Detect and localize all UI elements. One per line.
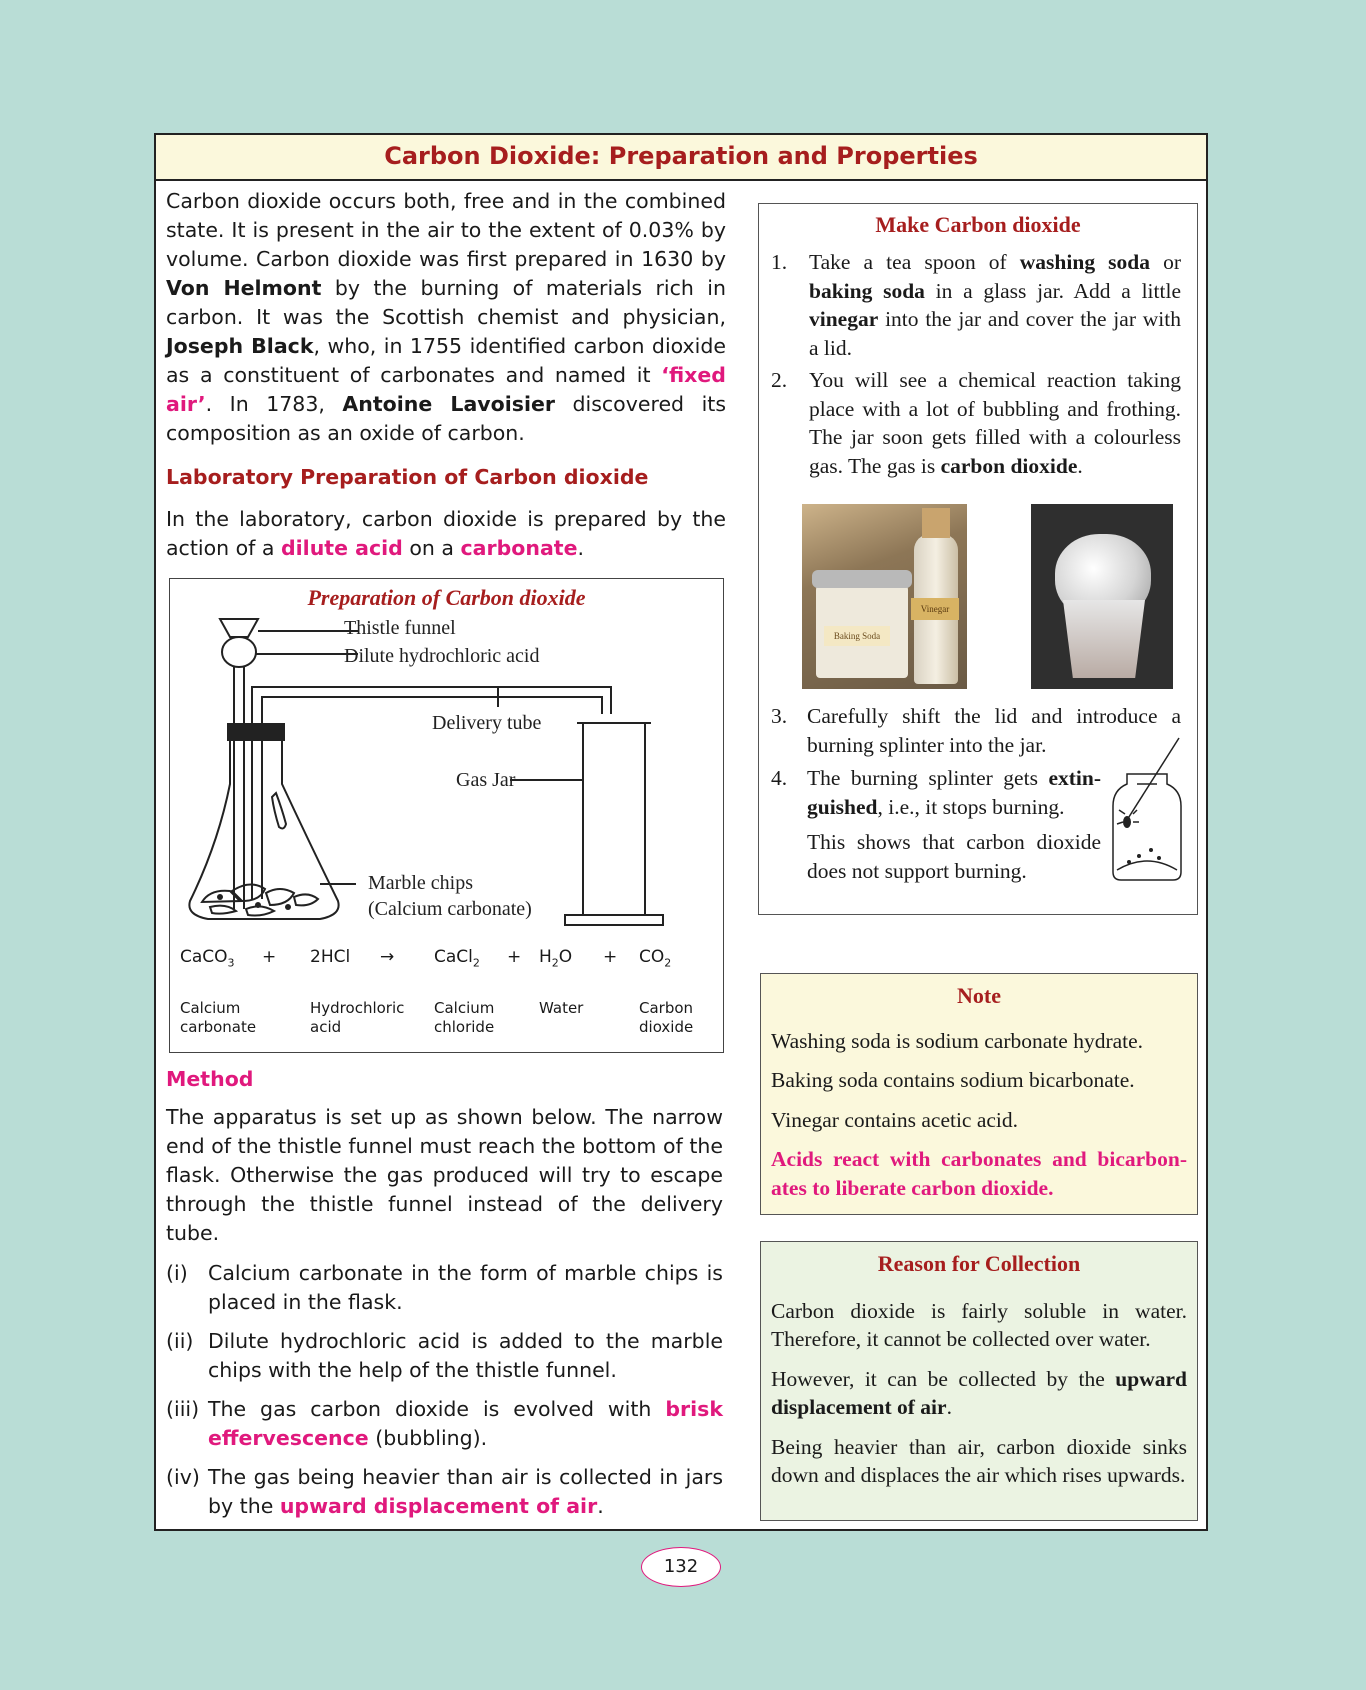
- page: [154, 133, 1208, 1531]
- jar-lid: [812, 570, 912, 588]
- eq-text: H: [539, 947, 552, 967]
- item-text: You will see a chemical reaction taking place with a lot of bubbling and frothing. The jar soon gets filled with a colourless gas. The gas is: [809, 368, 1181, 478]
- make-item-5: [771, 828, 1101, 885]
- brisk-effervescence: brisk effervescence: [208, 1397, 723, 1450]
- step-number: (iii): [166, 1397, 200, 1421]
- washing-soda: washing soda: [1019, 250, 1150, 274]
- eq-2hcl: 2HCl: [310, 947, 351, 967]
- eq-name-hcl: [310, 999, 404, 1037]
- upward-displacement-of-air: upward displacement of air: [771, 1366, 1187, 1419]
- eq-name: dioxide: [639, 1018, 694, 1036]
- reason-line: Being heavier than air, carbon dioxide sinks down and displaces the air which rises upwards.: [771, 1434, 1187, 1487]
- eq-name: Water: [539, 999, 584, 1017]
- method-step: [166, 1395, 723, 1453]
- eq-caco3: [180, 947, 235, 969]
- thistle-funnel-bulb: [222, 637, 256, 667]
- intro-paragraph: [166, 187, 726, 448]
- note-heading: Note: [957, 983, 1001, 1008]
- baking-soda-vinegar-photo: [802, 504, 967, 689]
- make-item-1: [771, 248, 1181, 362]
- eq-name: Calcium: [180, 999, 241, 1017]
- step-text: .: [597, 1494, 604, 1518]
- eq-name: carbonate: [180, 1018, 257, 1036]
- item-number: 3.: [771, 704, 788, 728]
- intro-text: discovered its composition as an oxide of carbon.: [166, 392, 726, 445]
- method-steps: [166, 1259, 723, 1531]
- eq-text: CaCl: [434, 947, 473, 967]
- glass: [1063, 600, 1145, 678]
- step-number: (ii): [166, 1329, 194, 1353]
- von-helmont: Von Helmont: [166, 276, 322, 300]
- label-calcium-carbonate: (Calcium carbonate): [368, 898, 532, 920]
- eq-name-co2: [639, 999, 693, 1037]
- figure-title: Preparation of Carbon dioxide: [307, 585, 586, 610]
- eq-name-water: [539, 999, 583, 1018]
- carbon-dioxide: carbon dioxide: [940, 453, 1078, 478]
- eq-sub: 2: [551, 956, 559, 970]
- joseph-black: Joseph Black: [166, 334, 314, 358]
- thistle-funnel-top: [220, 619, 258, 637]
- item-number: 2.: [771, 368, 788, 392]
- item-text: Take a tea spoon of: [809, 250, 1020, 274]
- eq-name-cacl2: [434, 999, 494, 1037]
- gas-jar: [583, 723, 645, 915]
- note-box: [760, 973, 1198, 1215]
- note-line: Baking soda contains sodium bicarbonate.: [771, 1068, 1135, 1092]
- method-heading: Method: [166, 1067, 254, 1091]
- intro-text: , who, in 1755 identified carbon dioxide as a constituent of carbonates and named it: [166, 334, 726, 387]
- label-delivery-tube: Delivery tube: [432, 712, 542, 734]
- reason-line: Carbon dioxide is fairly soluble in water. Therefore, it cannot be collected over water.: [771, 1298, 1187, 1351]
- upward-displacement: upward displacement of air: [279, 1494, 598, 1518]
- step-text: The gas being heavier than air is collected in jars by the: [208, 1465, 723, 1518]
- label-thistle-funnel: Thistle funnel: [344, 617, 456, 639]
- method-step: [166, 1259, 723, 1317]
- bottle-cork: [922, 508, 950, 538]
- item-text: or: [1149, 250, 1181, 274]
- label-gas-jar: Gas Jar: [456, 769, 516, 791]
- eq-cacl2: [434, 947, 480, 969]
- make-item-2: [771, 366, 1181, 480]
- reason-heading: Reason for Collection: [877, 1251, 1081, 1276]
- dilute-acid: dilute acid: [280, 536, 403, 560]
- item-number: 4.: [771, 766, 788, 790]
- apparatus-figure: [169, 578, 724, 1053]
- extinguished: extin-guished: [807, 766, 1101, 819]
- carbonate: carbonate: [460, 536, 578, 560]
- eq-sub: 2: [664, 956, 672, 970]
- fixed-air: ‘fixed air’: [166, 363, 726, 416]
- eq-name: Hydrochloric: [310, 999, 405, 1017]
- item-text: , i.e., it stops burning.: [877, 794, 1065, 819]
- step-text: The gas carbon dioxide is evolved with: [208, 1397, 666, 1421]
- lab-text: on a: [402, 536, 461, 560]
- step-text: Calcium carbonate in the form of marble chips is placed in the flask.: [208, 1261, 723, 1314]
- method-step: [166, 1327, 723, 1385]
- reason-text: .: [946, 1395, 952, 1419]
- vinegar: vinegar: [809, 307, 879, 331]
- eq-sub: 3: [227, 956, 235, 970]
- baking-soda-label: Baking Soda: [824, 626, 890, 646]
- label-marble-chips: Marble chips: [368, 872, 473, 894]
- item-text: .: [1077, 453, 1083, 478]
- eq-name: Calcium: [434, 999, 495, 1017]
- item-text: into the jar and cover the jar with a lid.: [809, 307, 1181, 360]
- method-paragraph: The apparatus is set up as shown below. The narrow end of the thistle funnel must reach the bottom of the flask. Otherwise the gas produced will try to escape through the thistle funnel instead of the delivery tube.: [166, 1105, 723, 1245]
- eq-sub: 2: [472, 956, 480, 970]
- eq-name: chloride: [434, 1018, 495, 1036]
- eq-text: CO: [639, 947, 665, 967]
- eq-text: O: [558, 947, 573, 967]
- eq-name: Carbon: [639, 999, 694, 1017]
- step-number: (iv): [166, 1465, 200, 1489]
- eq-plus: +: [507, 947, 522, 967]
- make-item-4: [771, 764, 1101, 821]
- page-number: 132: [641, 1547, 721, 1587]
- note-line: Washing soda is sodium carbonate hydrate.: [771, 1028, 1144, 1053]
- item-text: The burning splinter gets: [807, 766, 1049, 790]
- glass-jar-outline: [1113, 774, 1181, 880]
- eq-co2: [639, 947, 671, 969]
- baking-soda: baking soda: [809, 278, 925, 303]
- note-line: Vinegar contains acetic acid.: [771, 1107, 1019, 1132]
- intro-text: by the burning of materials rich in carbon. It was the Scottish chemist and physician,: [166, 276, 726, 329]
- intro-text: . In 1783,: [205, 392, 343, 416]
- lavoisier: Antoine Lavoisier: [342, 392, 556, 416]
- step-text: (bubbling).: [368, 1426, 488, 1450]
- jar-splinter-illustration: [1109, 734, 1191, 894]
- lab-paragraph: [166, 505, 726, 563]
- item-text: Carefully shift the lid and introduce a burning splinter into the jar.: [807, 704, 1181, 757]
- reason-text: However, it can be collected by the: [771, 1366, 1116, 1391]
- step-number: (i): [166, 1261, 188, 1285]
- lab-heading: Laboratory Preparation of Carbon dioxide: [166, 465, 649, 489]
- note-highlight: Acids react with carbonates and bicarbon-ates to liberate carbon dioxide.: [771, 1147, 1187, 1200]
- item-text: This shows that carbon dioxide does not support burning.: [807, 830, 1101, 883]
- reason-box: [760, 1241, 1198, 1521]
- eq-arrow: →: [380, 947, 395, 967]
- eq-text: CaCO: [180, 947, 228, 967]
- reason-line: [771, 1365, 1187, 1422]
- label-dilute-hcl: Dilute hydrochloric acid: [344, 645, 540, 667]
- intro-text: Carbon dioxide occurs both, free and in the combined state. It is present in the air to the extent of 0.03% by volume. Carbon dioxide was first prepared in 1630 by: [166, 189, 726, 271]
- eq-name-caco3: [180, 999, 256, 1037]
- lab-text: In the laboratory, carbon dioxide is prepared by the action of a: [166, 507, 726, 560]
- eq-h2o: [539, 947, 572, 969]
- step-text: Dilute hydrochloric acid is added to the marble chips with the help of the thistle funnel.: [208, 1329, 723, 1382]
- frothing-glass-photo: [1031, 504, 1173, 689]
- item-number: 1.: [771, 250, 788, 274]
- eq-plus: +: [603, 947, 618, 967]
- eq-name: acid: [310, 1018, 342, 1036]
- eq-plus: +: [262, 947, 277, 967]
- method-step: [166, 1463, 723, 1521]
- item-text: in a glass jar. Add a little: [924, 278, 1181, 303]
- lab-text: .: [577, 536, 585, 560]
- make-co2-box: [758, 203, 1198, 915]
- vinegar-label: Vinegar: [911, 598, 959, 620]
- make-co2-heading: Make Carbon dioxide: [875, 212, 1081, 237]
- page-title: Carbon Dioxide: Preparation and Properties: [156, 135, 1206, 181]
